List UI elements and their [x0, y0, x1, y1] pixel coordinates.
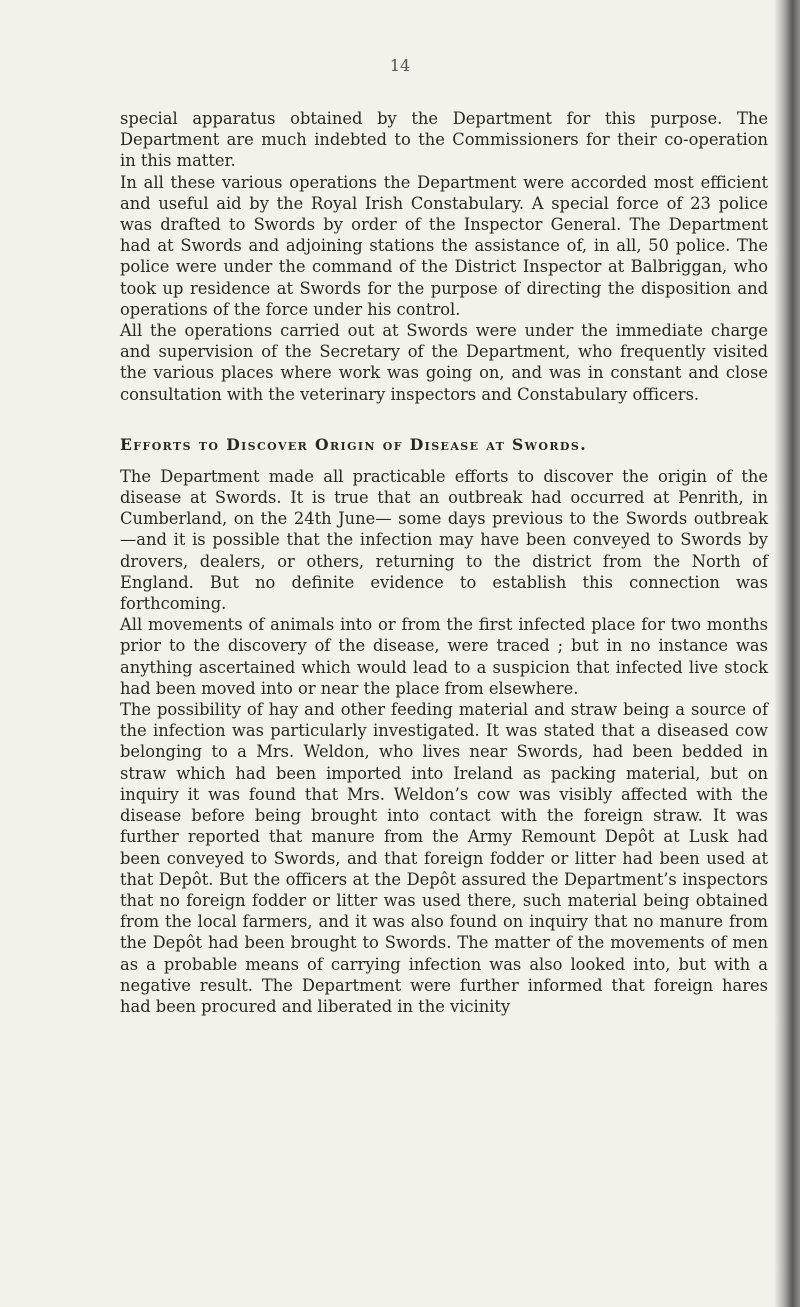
paragraph: special apparatus obtained by the Department for this purpose. The Department are much indebted to the Commissioners for their co-operation in this matter.	[120, 109, 768, 171]
paragraph: The Department made all practicable efforts to discover the origin of the disease at Swords. It is true that an outbreak had occurred at Penrith, in Cumberland, on the 24th June— some days previous to the Swords outbreak—and it is possible that the infection may have been conveyed to Swords by drovers, dealers, or others, returning to the district from the North of England. But no definite evidence to establish this connection was forthcoming.	[120, 466, 768, 614]
paragraph: All movements of animals into or from the first infected place for two months prior to the discovery of the disease, were traced ; but in no instance was anything ascertained which would lead to a suspicion that infected live stock had been moved into or near the place from elsewhere.	[120, 615, 768, 698]
page-binding-edge	[774, 0, 800, 1307]
paragraph: All the operations carried out at Swords were under the immediate charge and supervision of the Secretary of the Department, who frequently visited the various places where work was going on, and was in constant and close consultation with the veterinary inspectors and Constabulary officers.	[120, 321, 768, 404]
paragraph: The possibility of hay and other feeding material and straw being a source of the infection was particularly investigated. It was stated that a diseased cow belonging to a Mrs. Weldon, who lives near Swords, had been bedded in straw which had been imported into Ireland as packing material, but on inquiry it was found that Mrs. Weldon’s cow was visibly affected with the disease before being brought into contact with the foreign straw. It was further reported that manure from the Army Remount Depôt at Lusk had been conveyed to Swords, and that foreign fodder or litter had been used at that Depôt. But the officers at the Depôt assured the Department’s inspectors that no foreign fodder or litter was used there, such material being obtained from the local farmers, and it was also found on inquiry that no manure from the Depôt had been brought to Swords. The matter of the movements of men as a probable means of carrying infection was also looked into, but with a negative result. The Department were further informed that foreign hares had been procured and liberated in the vicinity	[120, 700, 768, 1016]
page-number: 14	[389, 56, 411, 75]
section-heading: Efforts to Discover Origin of Disease at Swords.	[120, 434, 588, 454]
body-text	[120, 108, 768, 1017]
paragraph: In all these various operations the Department were accorded most efficient and useful aid by the Royal Irish Constabulary. A special force of 23 police was drafted to Swords by order of the Inspector General. The Department had at Swords and adjoining stations the assistance of, in all, 50 police. The police were under the command of the District Inspector at Balbriggan, who took up residence at Swords for the purpose of directing the disposition and operations of the force under his control.	[120, 172, 768, 319]
